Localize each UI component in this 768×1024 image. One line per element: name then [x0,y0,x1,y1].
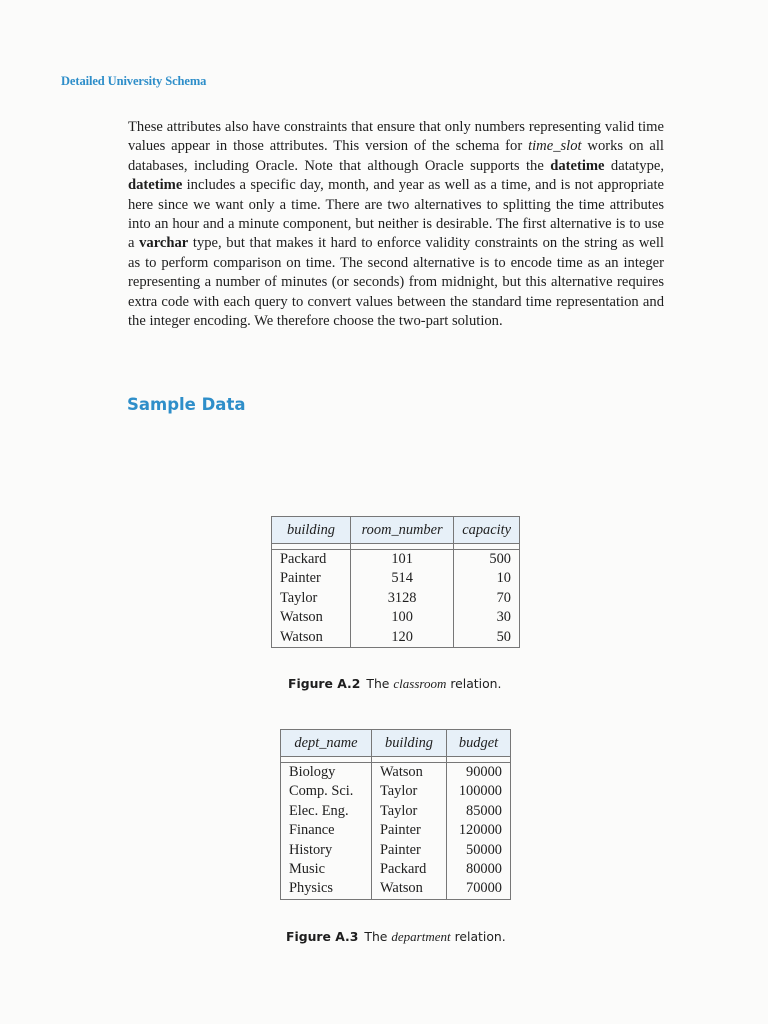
table-row [281,802,511,821]
caption-term: classroom [393,676,447,691]
table-cell: 90000 [447,763,511,783]
table-cell: 100000 [447,782,511,801]
column-header: building [372,730,447,757]
table-cell: Biology [281,763,372,783]
table-row [281,879,511,899]
body-text-1: These attributes also have constraints that ensure that only numbers representing valid time values appear in those attributes. This version of the schema for [128,119,664,155]
table-cell: Packard [372,860,447,879]
body-text-4: includes a specific day, month, and year as well as a time, and is not appropriate here since we want only a time. There are two alternatives to splitting the time attributes into an hour and a minute component, but neither is desirable. The first alternative is to use a [128,177,664,252]
column-header: budget [447,730,511,757]
column-header: capacity [454,517,520,544]
table-cell: 500 [454,550,520,570]
table-row [272,550,520,570]
table-cell: 120000 [447,821,511,840]
table-row [272,569,520,588]
department-table [280,729,511,900]
caption-text: relation. [454,929,506,944]
table-cell: 120 [350,628,453,648]
table-cell: Watson [272,628,351,648]
body-paragraph [128,118,664,331]
table-cell: Comp. Sci. [281,782,372,801]
table-cell: 100 [350,608,453,627]
column-header: room_number [350,517,453,544]
classroom-table [271,516,520,648]
caption-term: department [391,929,451,944]
figure-caption [286,929,506,945]
table-cell: Packard [272,550,351,570]
table-cell: 85000 [447,802,511,821]
table-row [281,841,511,860]
table-cell: 3128 [350,589,453,608]
term-datetime: datetime [550,157,605,174]
table-cell: Watson [372,763,447,783]
table-cell: Taylor [372,802,447,821]
table-row [272,608,520,627]
table-row [272,628,520,648]
table-cell: 70 [454,589,520,608]
table-cell: 50000 [447,841,511,860]
body-text-2: works on all databases, including Oracle. Note that although Oracle supports the [128,138,664,174]
table-cell: 10 [454,569,520,588]
term-varchar: varchar [139,235,189,252]
table-cell: Painter [272,569,351,588]
table-cell: 50 [454,628,520,648]
body-text-5: type, but that makes it hard to enforce validity constraints on the string as well as to perform comparison on time. The second alternative is to encode time as an integer representing a number of minutes (or seconds) from midnight, but this alternative requires extra code with each query to convert values between the standard time representation and the integer encoding. We therefore choose the two-part solution. [128,235,664,330]
table-cell: Taylor [372,782,447,801]
table-cell: Watson [272,608,351,627]
term-time-slot: time_slot [528,138,582,155]
table-cell: Painter [372,841,447,860]
table-cell: Watson [372,879,447,899]
table-cell: Elec. Eng. [281,802,372,821]
section-heading: Sample Data [127,395,246,414]
table-cell: Finance [281,821,372,840]
table-cell: History [281,841,372,860]
caption-text: The [366,676,390,691]
running-head: Detailed University Schema [61,74,207,88]
figure-number: Figure A.2 [288,676,361,691]
column-header: dept_name [281,730,372,757]
caption-text: The [364,929,388,944]
body-text-3: datatype, [604,157,664,174]
table-cell: Painter [372,821,447,840]
table-cell: 70000 [447,879,511,899]
table-row [281,821,511,840]
term-datetime-2: datetime [128,177,183,194]
figure-caption [288,676,501,692]
table-cell: 30 [454,608,520,627]
table-cell: Taylor [272,589,351,608]
table-cell: Physics [281,879,372,899]
column-header: building [272,517,351,544]
caption-text: relation. [450,676,502,691]
table-cell: 101 [350,550,453,570]
table-cell: Music [281,860,372,879]
table-row [281,782,511,801]
table-row [281,763,511,783]
table-row [272,589,520,608]
table-row [281,860,511,879]
figure-number: Figure A.3 [286,929,359,944]
table-cell: 80000 [447,860,511,879]
table-cell: 514 [350,569,453,588]
